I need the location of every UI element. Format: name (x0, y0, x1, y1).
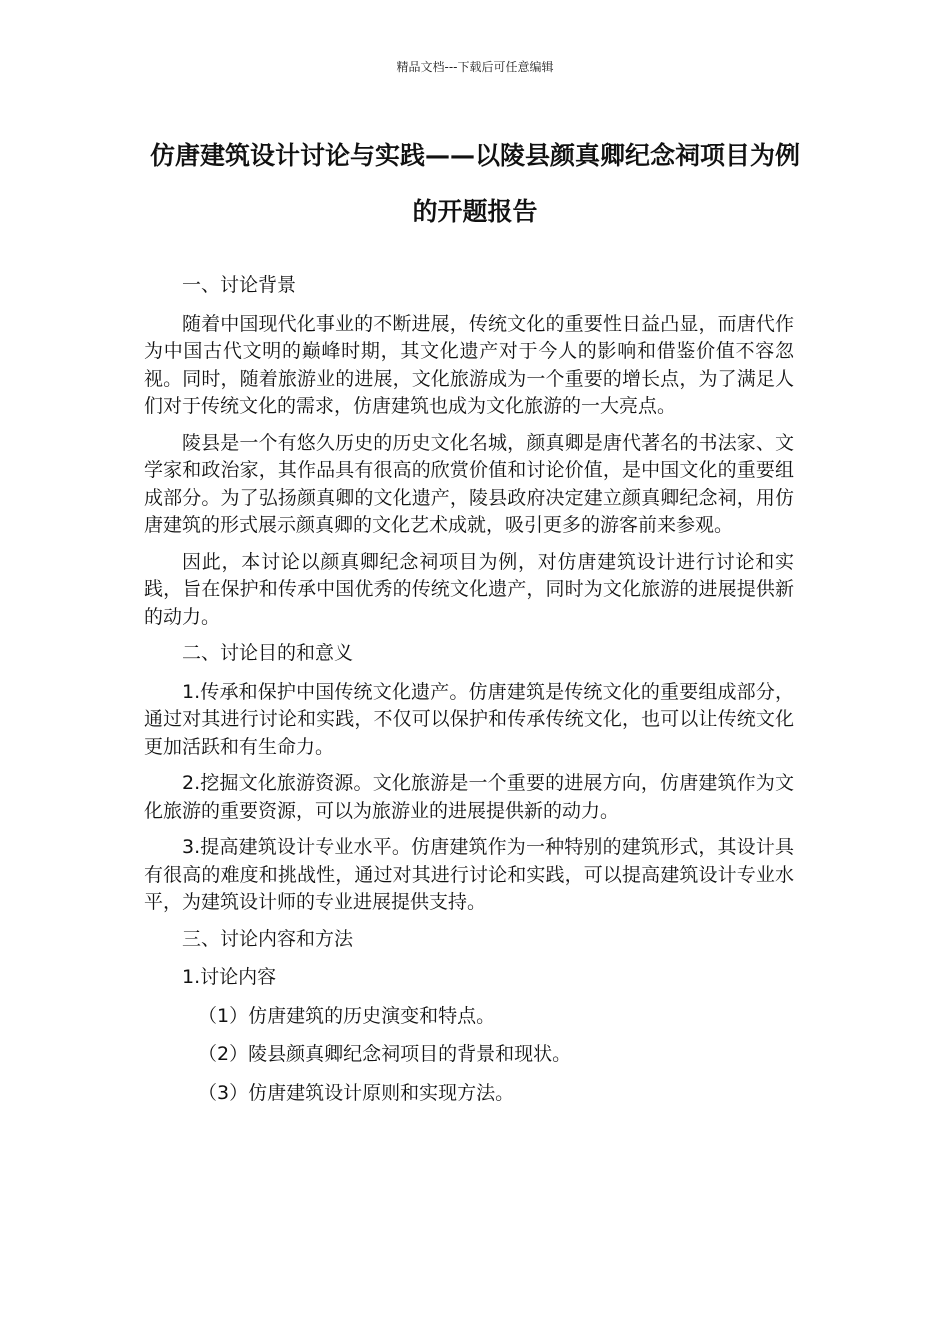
purpose-paragraph-1: 1.传承和保护中国传统文化遗产。仿唐建筑是传统文化的重要组成部分，通过对其进行讨论和实践，不仅可以保护和传承传统文化，也可以让传统文化更加活跃和有生命力。 (144, 680, 794, 758)
section-heading-purpose: 二、讨论目的和意义 (182, 642, 354, 664)
section-heading-background: 一、讨论背景 (182, 274, 297, 296)
document-body (144, 272, 794, 1107)
background-paragraph-3: 因此，本讨论以颜真卿纪念祠项目为例，对仿唐建筑设计进行讨论和实践，旨在保护和传承中国优秀的传统文化遗产，同时为文化旅游的进展提供新的动力。 (144, 550, 794, 628)
list-item: （3）仿唐建筑设计原则和实现方法。 (198, 1081, 515, 1104)
background-paragraph-1: 随着中国现代化事业的不断进展，传统文化的重要性日益凸显，而唐代作为中国古代文明的巅峰时期，其文化遗产对于今人的影响和借鉴价值不容忽视。同时，随着旅游业的进展，文化旅游成为一个重要的增长点，为了满足人们对于传统文化的需求，仿唐建筑也成为文化旅游的一大亮点。 (144, 312, 794, 417)
list-item: （2）陵县颜真卿纪念祠项目的背景和现状。 (198, 1043, 572, 1065)
purpose-paragraph-2: 2.挖掘文化旅游资源。文化旅游是一个重要的进展方向，仿唐建筑作为文化旅游的重要资源，可以为旅游业的进展提供新的动力。 (144, 772, 794, 822)
subsection-heading-content: 1.讨论内容 (182, 966, 277, 988)
purpose-paragraph-3: 3.提高建筑设计专业水平。仿唐建筑作为一种特别的建筑形式，其设计具有很高的难度和挑战性，通过对其进行讨论和实践，可以提高建筑设计专业水平，为建筑设计师的专业进展提供支持。 (144, 836, 794, 913)
page-header-note: 精品文档---下载后可任意编辑 (396, 60, 554, 74)
section-heading-content-methods: 三、讨论内容和方法 (182, 927, 354, 950)
document-title: 仿唐建筑设计讨论与实践——以陵县颜真卿纪念祠项目为例的开题报告 (149, 141, 800, 226)
background-paragraph-2: 陵县是一个有悠久历史的历史文化名城，颜真卿是唐代著名的书法家、文学家和政治家，其作品具有很高的欣赏价值和讨论价值，是中国文化的重要组成部分。为了弘扬颜真卿的文化遗产，陵县政府决定建立颜真卿纪念祠，用仿唐建筑的形式展示颜真卿的文化艺术成就，吸引更多的游客前来参观。 (144, 431, 794, 536)
list-item: （1）仿唐建筑的历史演变和特点。 (198, 1004, 496, 1027)
